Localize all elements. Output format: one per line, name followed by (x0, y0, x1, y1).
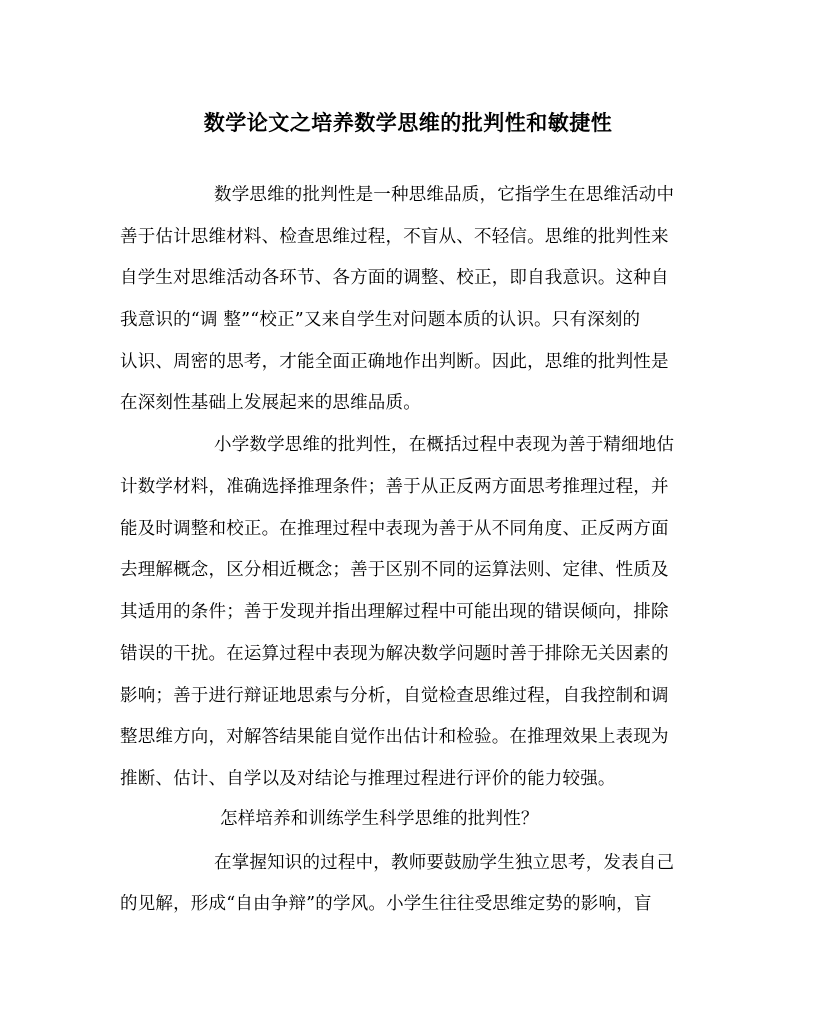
paragraph-2-line-2: 计数学材料，准确选择推理条件；善于从正反两方面思考推理过程，并 (120, 477, 669, 497)
paragraph-1-line-2: 善于估计思维材料、检查思维过程，不盲从、不轻信。思维的批判性来 (120, 227, 669, 247)
paragraph-2-line-7: 影响；善于进行辩证地思索与分析，自觉检查思维过程，自我控制和调 (120, 686, 669, 706)
paragraph-1-line-5: 认识、周密的思考，才能全面正确地作出判断。因此，思维的批判性是 (120, 352, 669, 372)
paragraph-2-line-4: 去理解概念，区分相近概念；善于区别不同的运算法则、定律、性质及 (120, 560, 669, 580)
section-heading: 怎样培养和训练学生科学思维的批判性？ (220, 809, 539, 829)
paragraph-2-line-3: 能及时调整和校正。在推理过程中表现为善于从不同角度、正反两方面 (120, 519, 669, 539)
paragraph-1-line-1: 数学思维的批判性是一种思维品质，它指学生在思维活动中 (214, 185, 675, 205)
paragraph-2-line-6: 错误的干扰。在运算过程中表现为解决数学问题时善于排除无关因素的 (120, 644, 669, 664)
paragraph-1-line-6: 在深刻性基础上发展起来的思维品质。 (120, 393, 421, 413)
document-title: 数学论文之培养数学思维的批判性和敏捷性 (203, 110, 613, 135)
paragraph-1-line-3: 自学生对思维活动各环节、各方面的调整、校正，即自我意识。这种自 (120, 268, 669, 288)
paragraph-3-line-2: 的见解，形成“自由争辩”的学风。小学生往往受思维定势的影响，盲 (120, 894, 652, 914)
paragraph-3-line-1: 在掌握知识的过程中，教师要鼓励学生独立思考，发表自己 (214, 853, 675, 873)
paragraph-2-line-9: 推断、估计、自学以及对结论与推理过程进行评价的能力较强。 (120, 769, 616, 789)
paragraph-2-line-8: 整思维方向，对解答结果能自觉作出估计和检验。在推理效果上表现为 (120, 727, 669, 747)
paragraph-2-line-1: 小学数学思维的批判性，在概括过程中表现为善于精细地估 (214, 435, 675, 455)
paragraph-1-line-4: 我意识的“调 整”“校正”又来自学生对问题本质的认识。只有深刻的 (120, 310, 641, 330)
paragraph-2-line-5: 其适用的条件；善于发现并指出理解过程中可能出现的错误倾向，排除 (120, 602, 669, 622)
